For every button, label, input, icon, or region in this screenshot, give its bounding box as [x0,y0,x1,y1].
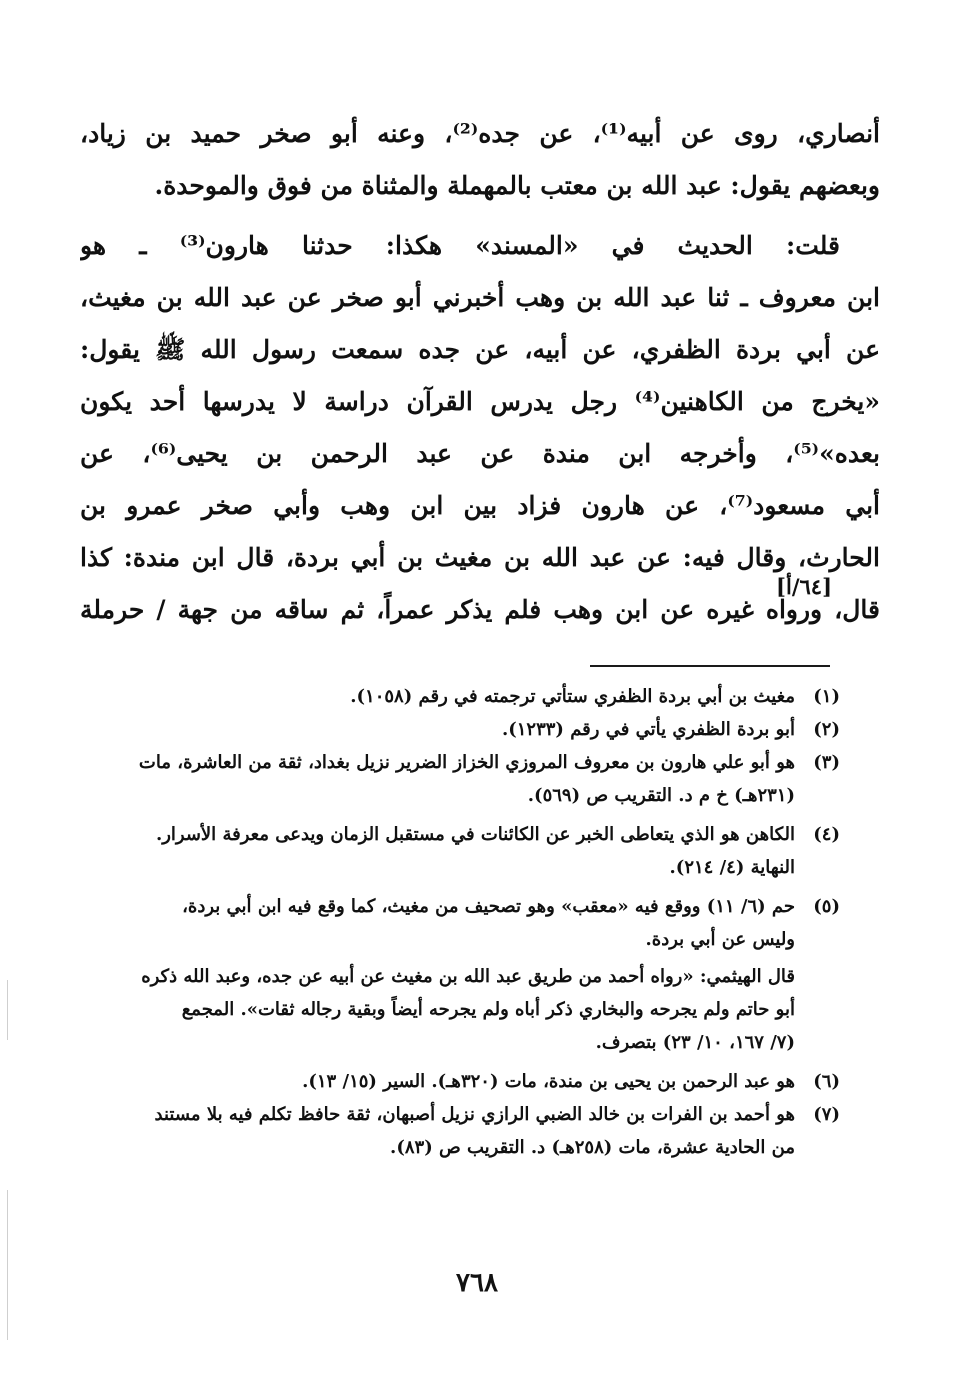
body-line: قال، ورواه غيره عن ابن وهب فلم يذكر عمراً، ثم ساقه من جهة / حرملة [80,595,880,624]
footnote-line: حم (٦/ ١١) ووقع فيه «معقب» وهو تصحيف من مغيث، كما وقع فيه ابن أبي بردة، [182,896,795,917]
footnote-line: قال الهيثمي: «رواه أحمد من طريق عبد الله بن مغيث عن أبيه عن جده، وعبد الله ذكره [141,966,795,987]
body-line: أنصاري، روى عن أبيه⁽¹⁾، عن جده⁽²⁾، وعنه أبو صخر حميد بن زياد، [80,119,880,148]
footnote [80,1098,840,1164]
footnote-line: (٧/ ١٦٧، ١٠/ ٢٣) بتصرف. [595,1032,795,1053]
footnotes [80,680,840,1164]
footnote-line: أبو بردة الظفري يأتي في رقم (١٢٣٣). [501,719,795,740]
body-line: بعده»⁽⁵⁾، وأخرجه ابن مندة عن عبد الرحمن بن يحيى⁽⁶⁾، عن [80,439,880,468]
footnote-line: الكاهن هو الذي يتعاطى الخبر عن الكائنات في مستقبل الزمان ويدعى معرفة الأسرار. [155,824,795,845]
footnote-separator [590,665,830,667]
footnote-number: (١) [813,686,840,707]
folio-reference: [٦٤/أ] [776,574,832,599]
footnote-line: من الحادية عشرة، مات (٢٥٨هـ) د. التقريب ص (٨٣). [390,1137,795,1158]
footnote [80,890,840,1059]
body-line: عن أبي بردة الظفري، عن أبيه، عن جده سمعت رسول الله ﷺ يقول: [80,335,880,364]
footnote-line: أبو حاتم ولم يجرحه والبخاري ذكر أباه ولم يجرحه أيضاً وبقية رجاله ثقات». المجمع [181,999,795,1020]
body-line: «يخرج من الكاهنين⁽⁴⁾ رجل يدرس القرآن دراسة لا يدرسها أحد يكون [80,387,880,416]
page-number: ٧٦٨ [456,1268,498,1298]
body-line: ابن معروف ـ ثنا عبد الله بن وهب أخبرني أبو صخر عن عبد الله بن مغيث، [80,283,880,312]
footnote [80,680,840,713]
footnote [80,746,840,812]
body-line: قلت: الحديث في «المسند» هكذا: حدثنا هارون⁽³⁾ ـ هو [80,231,840,260]
main-text [80,108,880,636]
footnote [80,713,840,746]
footnote-number: (٥) [813,896,840,917]
footnote-number: (٧) [813,1104,840,1125]
footnote-line: هو أبو علي هارون بن معروف المروزي الخزاز الضرير نزيل بغداد، ثقة من العاشرة، مات [138,752,795,773]
footnote-line: هو أحمد بن الفرات بن خالد الضبي الرازي نزيل أصبهان، ثقة حافظ تكلم فيه بلا مستند [154,1104,795,1125]
page-fold-edge [0,0,14,1389]
footnote [80,818,840,884]
footnote-line: النهاية (٤/ ٢١٤). [669,857,795,878]
footnote [80,1065,840,1098]
body-line: الحارث، وقال فيه: عن عبد الله بن مغيث بن أبي بردة، قال ابن مندة: كذا [80,543,880,572]
footnote-number: (٦) [813,1071,840,1092]
footnote-line: وليس عن أبي بردة. [645,929,795,950]
body-line: وبعضهم يقول: عبد الله بن معتب بالمهملة والمثناة من فوق والموحدة. [154,171,880,200]
footnote-line: (٢٣١هـ) خ م د. التقريب ص (٥٦٩). [527,785,795,806]
body-line: أبي مسعود⁽⁷⁾، عن هارون فزاد بين ابن وهب وأبي صخر عمرو بن [80,491,880,520]
footnote-number: (٢) [813,719,840,740]
footnote-line: هو عبد الرحمن بن يحيى بن مندة، مات (٣٢٠هـ). السير (١٥/ ١٣). [302,1071,795,1092]
footnote-number: (٣) [813,752,840,773]
footnote-number: (٤) [813,824,840,845]
footnote-line: مغيث بن أبي بردة الظفري ستأتي ترجمته في رقم (١٠٥٨). [350,686,795,707]
